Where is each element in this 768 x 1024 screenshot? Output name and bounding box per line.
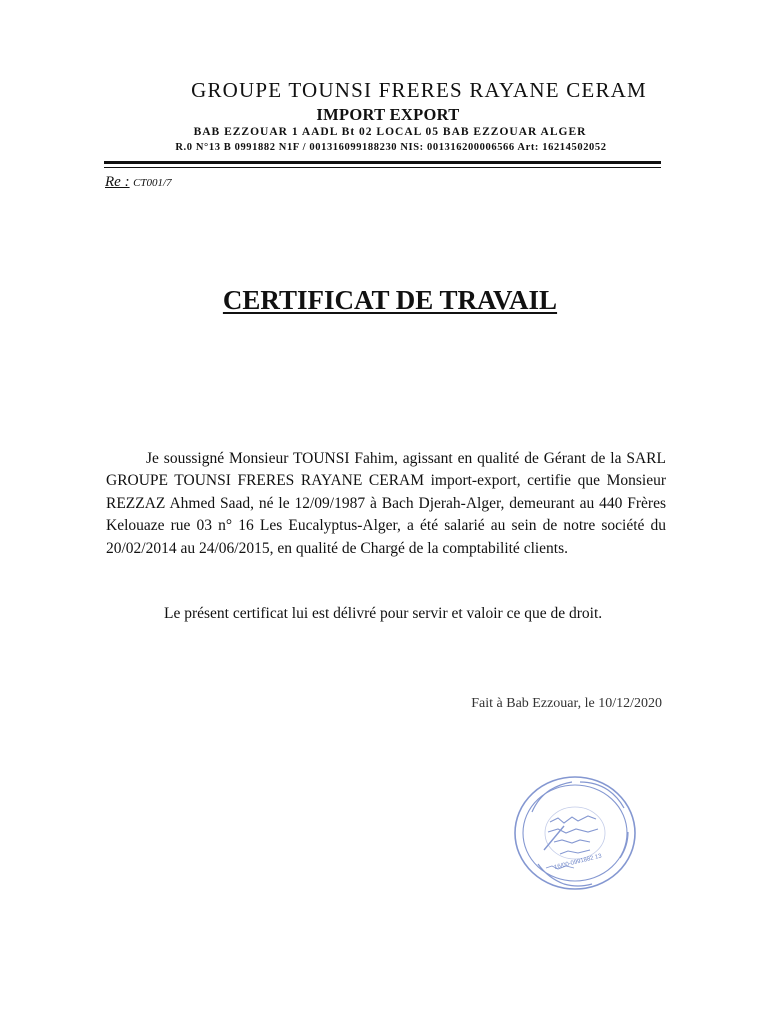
- place-and-date: Fait à Bab Ezzouar, le 10/12/2020: [471, 696, 662, 711]
- closing-statement: Le présent certificat lui est délivré pour servir et valoir ce que de droit.: [164, 605, 603, 622]
- document-title: CERTIFICAT DE TRAVAIL: [222, 285, 558, 315]
- certificate-body-paragraph: Je soussigné Monsieur TOUNSI Fahim, agissant en qualité de Gérant de la SARL GROUPE TOUNSI FRERES RAYANE CERAM import-export, certifie que Monsieur REZZAZ Ahmed Saad, né le 12/09/1987 à Bach Djerah-Alger, demeurant au 440 Frères Kelouaze rue 03 n° 16 Les Eucalyptus-Alger, a été salarié au sein de notre société du 20/02/2014 au 24/06/2015, en qualité de Chargé de la comptabilité clients.: [106, 450, 666, 557]
- company-stamp: [510, 772, 640, 894]
- header-rule-thick: [104, 161, 661, 164]
- header-rule-thin: [104, 167, 661, 168]
- company-registry: R.0 N°13 B 0991882 N1F / 001316099188230 NIS: 001316200006566 Art: 16214502052: [175, 142, 607, 153]
- reference-value: CT001/7: [133, 177, 172, 189]
- stamp-seal-icon: [510, 772, 640, 894]
- stamp-registry-fragment: 16/00-0991882 13: [553, 853, 603, 872]
- reference-label: Re :: [105, 174, 130, 190]
- reference-line: [105, 174, 172, 191]
- company-address: BAB EZZOUAR 1 AADL Bt 02 LOCAL 05 BAB EZZOUAR ALGER: [193, 126, 587, 138]
- company-name: GROUPE TOUNSI FRERES RAYANE CERAM: [191, 78, 647, 102]
- company-activity: IMPORT EXPORT: [316, 105, 460, 124]
